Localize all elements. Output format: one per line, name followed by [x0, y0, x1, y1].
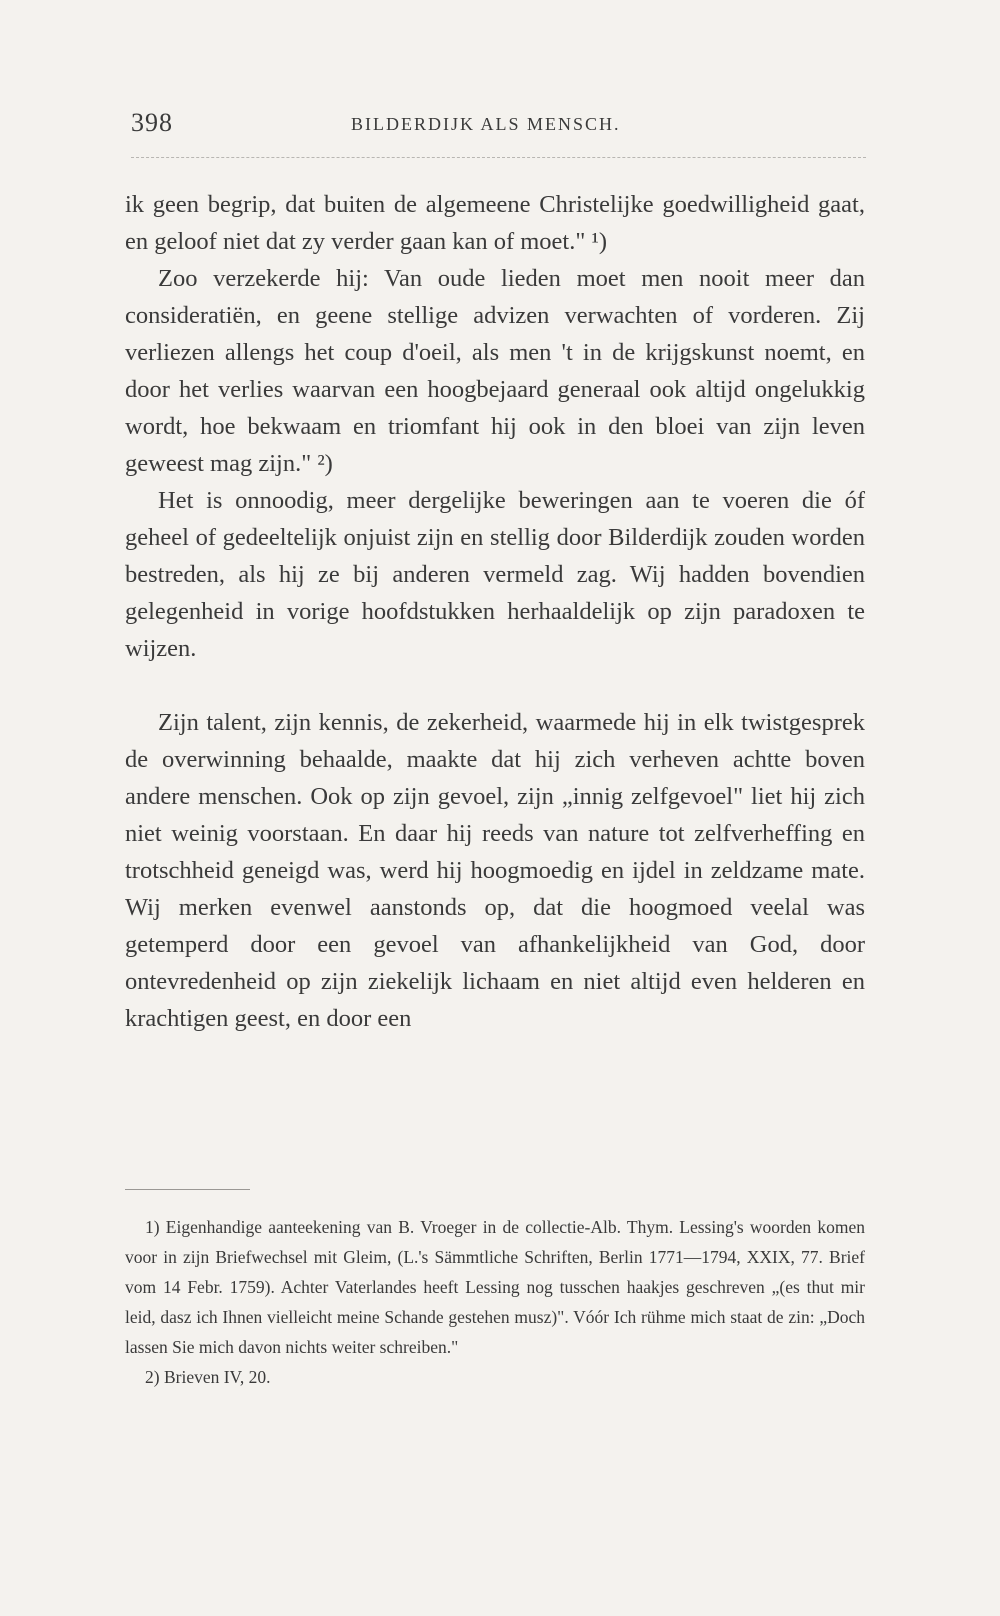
body-text — [125, 186, 865, 1037]
header-rule — [131, 157, 866, 158]
paragraph: Zijn talent, zijn kennis, de zekerheid, waarmede hij in elk twistgesprek de overwinning behaalde, maakte dat hij zich verheven achtte boven andere menschen. Ook op zijn gevoel, zijn „innig zelfgevoel" liet hij zich niet weinig voorstaan. En daar hij reeds van nature tot zelfverheffing en trotschheid geneigd was, werd hij hoogmoedig en ijdel in zeldzame mate. Wij merken evenwel aanstonds op, dat die hoogmoed veelal was getemperd door een gevoel van afhankelijkheid van God, door ontevredenheid op zijn ziekelijk lichaam en niet altijd even helderen en krachtigen geest, en door een — [125, 709, 865, 1032]
running-head: BILDERDIJK ALS MENSCH. — [351, 114, 621, 134]
footnote-rule — [125, 1189, 250, 1190]
paragraph: Zoo verzekerde hij: Van oude lieden moet men nooit meer dan consideratiën, en geene stellige advizen verwachten of vorderen. Zij verliezen allengs het coup d'oeil, als men 't in de krijgskunst noemt, en door het verlies waarvan een hoogbejaard generaal ook altijd ongelukkig wordt, hoe bekwaam en triomfant hij ook in den bloei van zijn leven geweest mag zijn." ²) — [125, 265, 865, 477]
footnote: 1) Eigenhandige aanteekening van B. Vroeger in de collectie-Alb. Thym. Lessing's woorden komen voor in zijn Briefwechsel mit Gleim, (L.'s Sämmtliche Schriften, Berlin 1771—1794, XXIX, 77. Brief vom 14 Febr. 1759). Achter Vaterlandes heeft Lessing nog tusschen haakjes geschreven „(es thut mir leid, dasz ich Ihnen vielleicht meine Schande gestehen musz)". Vóór Ich rühme mich staat de zin: „Doch lassen Sie mich davon nichts weiter schreiben." — [125, 1217, 865, 1357]
paragraph: ik geen begrip, dat buiten de algemeene Christelijke goedwilligheid gaat, en geloof niet dat zy verder gaan kan of moet." ¹) — [125, 191, 865, 255]
paragraph: Het is onnoodig, meer dergelijke beweringen aan te voeren die óf geheel of gedeeltelijk onjuist zijn en stellig door Bilderdijk zouden worden bestreden, als hij ze bij anderen vermeld zag. Wij hadden bovendien gelegenheid in vorige hoofdstukken herhaaldelijk op zijn paradoxen te wijzen. — [125, 487, 865, 662]
footnote: 2) Brieven IV, 20. — [145, 1367, 271, 1387]
page-header — [131, 108, 866, 148]
page-number: 398 — [131, 108, 173, 137]
footnotes — [125, 1212, 865, 1392]
